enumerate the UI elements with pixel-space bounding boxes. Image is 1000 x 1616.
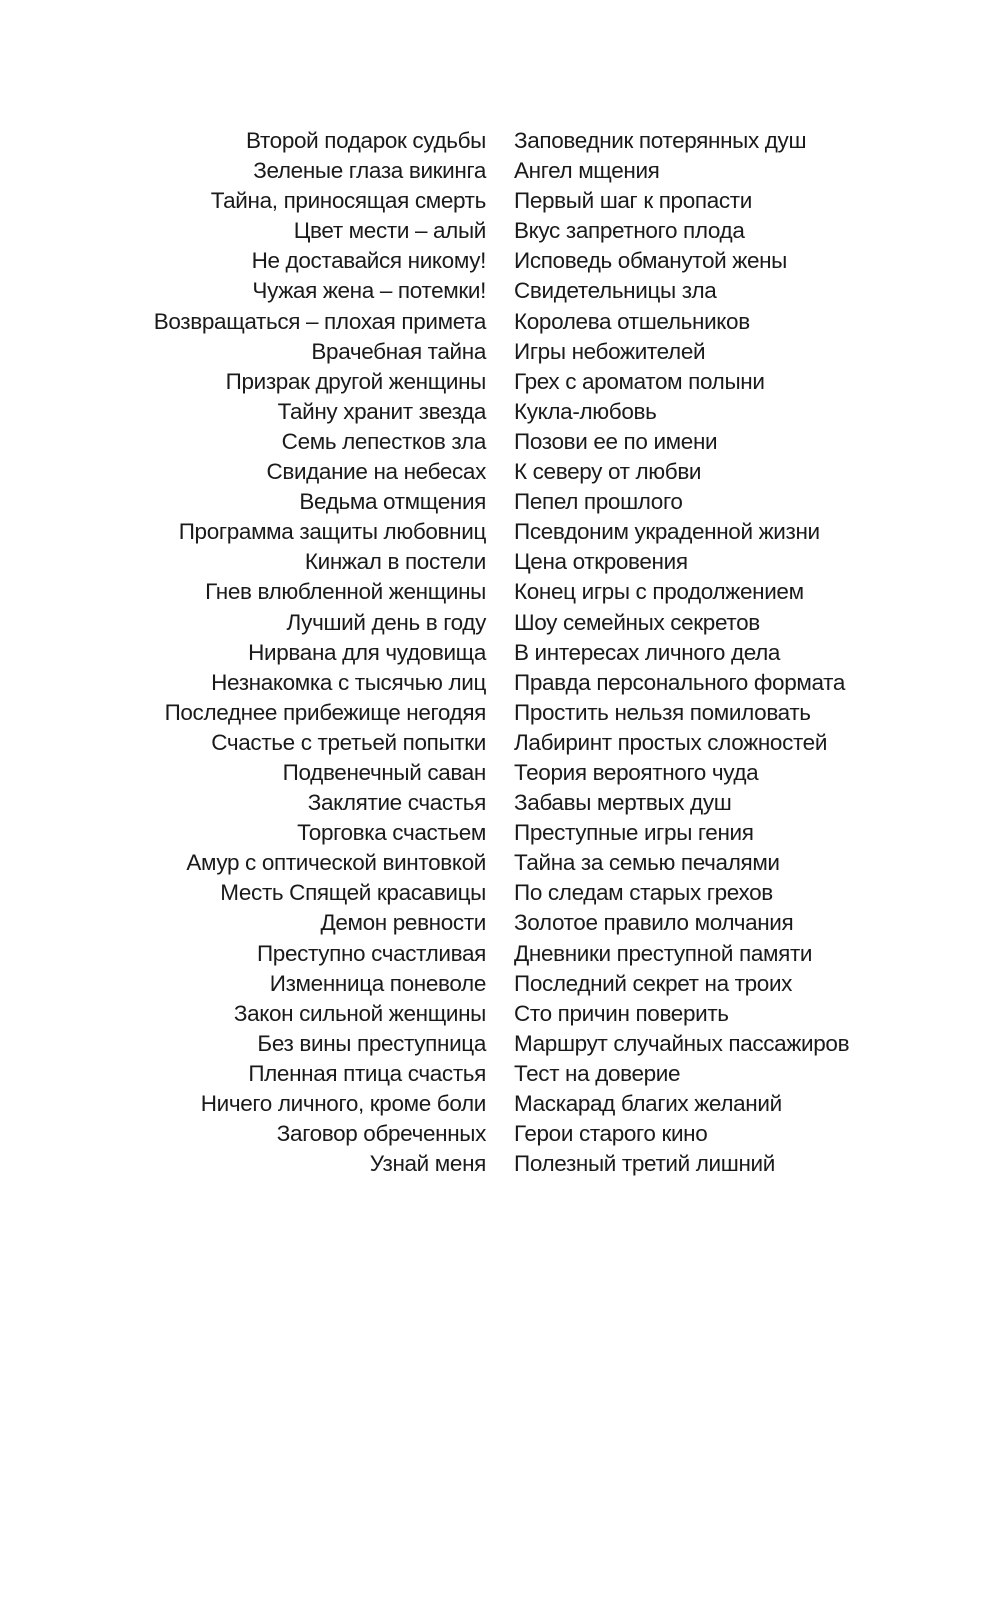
list-item: Маршрут случайных пассажиров [514,1030,850,1056]
list-item: Позови ее по имени [514,428,718,454]
list-item: По следам старых грехов [514,880,773,906]
list-item: Вкус запретного плода [514,218,745,244]
list-item: Дневники преступной памяти [514,940,813,966]
list-item: Преступные игры гения [514,820,754,846]
list-item: Заклятие счастья [307,790,486,816]
list-item: Полезный третий лишний [514,1151,775,1177]
list-item: Закон сильной женщины [233,1000,486,1026]
list-item: Королева отшельников [514,308,750,334]
list-item: Пленная птица счастья [248,1060,486,1086]
list-item: Первый шаг к пропасти [514,188,752,214]
list-item: Грех с ароматом полыни [514,368,765,394]
list-item: Программа защиты любовниц [178,519,486,545]
list-item: Зеленые глаза викинга [253,158,486,184]
list-item: Свидание на небесах [266,459,486,485]
left-title-column [154,126,486,1179]
list-item: Семь лепестков зла [281,428,486,454]
list-item: Маскарад благих желаний [514,1091,782,1116]
list-item: Призрак другой женщины [225,368,486,394]
list-item: Тест на доверие [514,1060,681,1086]
list-item: Золотое правило молчания [514,910,794,936]
list-item: Тайна за семью печалями [514,850,780,876]
list-item: Врачебная тайна [311,338,486,364]
list-item: Преступно счастливая [256,940,486,966]
list-item: Заговор обреченных [276,1121,486,1147]
list-item: Амур с оптической винтовкой [186,850,486,876]
list-item: Заповедник потерянных душ [514,128,807,153]
list-item: Второй подарок судьбы [246,128,486,153]
list-item: Шоу семейных секретов [514,609,760,635]
list-item: Последнее прибежище негодяя [164,699,486,725]
list-item: Кинжал в постели [304,549,486,575]
list-item: Последний секрет на троих [514,970,793,996]
list-item: Ангел мщения [514,158,660,184]
list-item: Конец игры с продолжением [514,579,804,605]
list-item: Цена откровения [514,549,688,575]
list-item: Тайна, приносящая смерть [210,188,486,214]
list-item: Герои старого кино [514,1121,708,1147]
list-item: Теория вероятного чуда [514,759,759,785]
list-item: Исповедь обманутой жены [514,248,788,274]
list-item: Простить нельзя помиловать [514,699,811,725]
right-title-column [514,126,849,1179]
list-item: Кукла-любовь [514,398,657,424]
list-item: Демон ревности [320,910,486,936]
list-item: Сто причин поверить [514,1000,729,1026]
list-item: Лучший день в году [286,609,486,635]
list-item: Гнев влюбленной женщины [205,579,486,605]
list-item: Месть Спящей красавицы [220,880,486,906]
list-item: Псевдоним украденной жизни [514,519,820,545]
list-item: Торговка счастьем [297,820,486,846]
list-item: Пепел прошлого [514,489,683,515]
list-item: Узнай меня [369,1151,486,1177]
list-item: Незнакомка с тысячью лиц [211,669,486,695]
list-item: Правда персонального формата [514,669,846,695]
list-item: Забавы мертвых душ [514,790,732,816]
list-item: К северу от любви [514,459,702,485]
list-item: Цвет мести – алый [293,218,486,244]
list-item: Тайну хранит звезда [277,398,486,424]
list-item: Игры небожителей [514,338,706,364]
list-item: Счастье с третьей попытки [211,729,486,755]
list-item: Чужая жена – потемки! [252,278,486,304]
list-item: Ничего личного, кроме боли [200,1091,486,1116]
list-item: Нирвана для чудовища [248,639,486,665]
list-item: Подвенечный саван [282,759,486,785]
list-item: В интересах личного дела [514,639,781,665]
list-item: Не доставайся никому! [251,248,486,274]
list-item: Ведьма отмщения [299,489,486,515]
list-item: Лабиринт простых сложностей [514,729,828,755]
list-item: Без вины преступница [257,1030,486,1056]
list-item: Свидетельницы зла [514,278,717,304]
list-item: Возвращаться – плохая примета [153,308,486,334]
list-item: Изменница поневоле [269,970,486,996]
